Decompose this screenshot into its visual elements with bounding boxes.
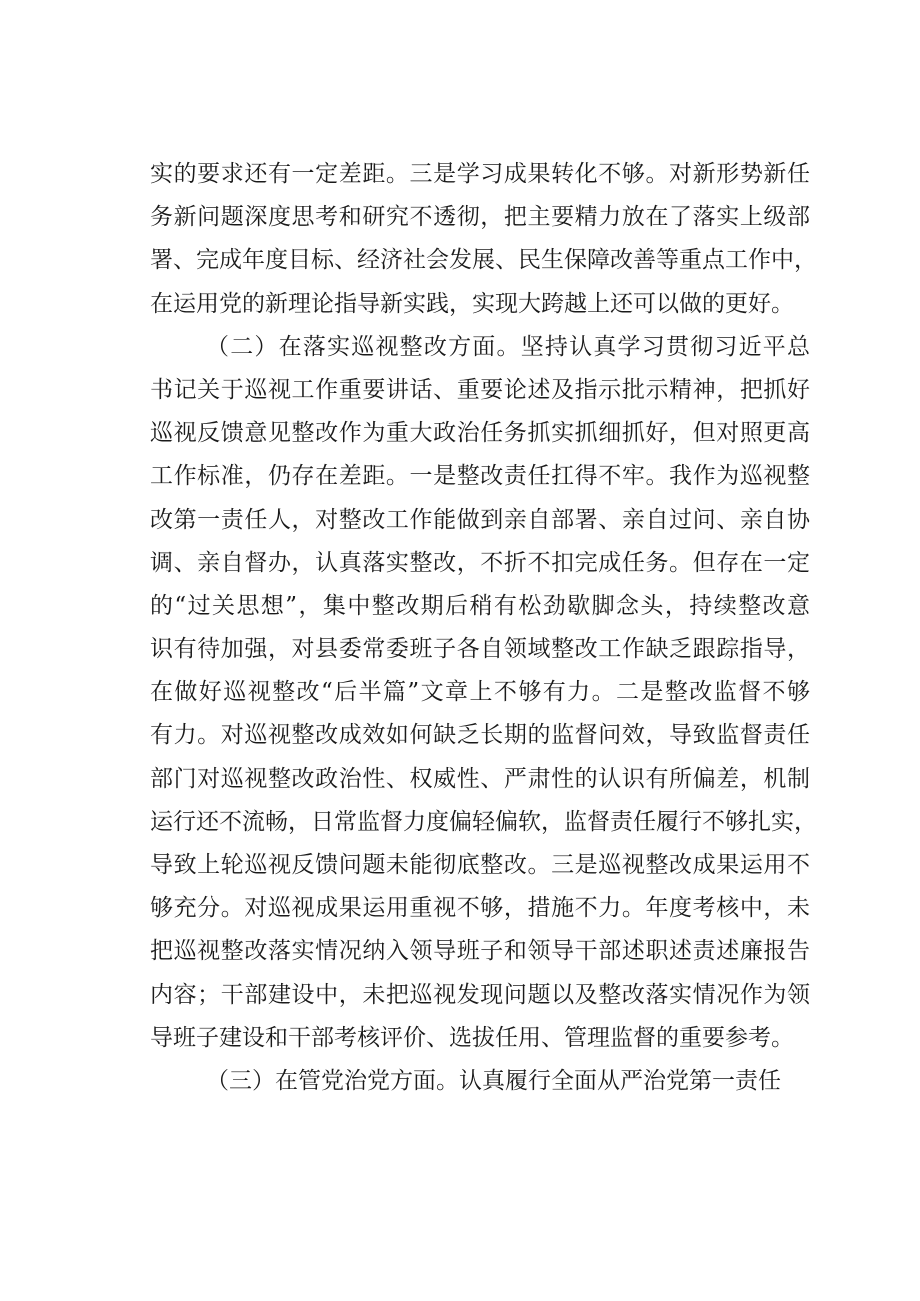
text-line: 调、亲自督办，认真落实整改，不折不扣完成任务。但存在一定	[150, 549, 810, 576]
text-line: 务新问题深度思考和研究不透彻，把主要精力放在了落实上级部	[150, 204, 810, 231]
text-line: 部门对巡视整改政治性、权威性、严肃性的认识有所偏差，机制	[150, 765, 810, 792]
text-line: 内容；干部建设中，未把巡视发现问题以及整改落实情况作为领	[150, 981, 810, 1008]
text-line: 识有待加强，对县委常委班子各自领域整改工作缺乏跟踪指导，	[150, 636, 810, 663]
text-line: 导致上轮巡视反馈问题未能彻底整改。三是巡视整改成果运用不	[150, 852, 810, 878]
text-line: 有力。对巡视整改成效如何缺乏长期的监督问效，导致监督责任	[150, 722, 810, 749]
section-heading-line: （三）在管党治党方面。认真履行全面从严治党第一责任	[206, 1067, 781, 1094]
text-line: 署、完成年度目标、经济社会发展、民生保障改善等重点工作中，	[150, 247, 817, 274]
text-line: 书记关于巡视工作重要讲话、重要论述及指示批示精神，把抓好	[150, 376, 810, 403]
text-line: 改第一责任人，对整改工作能做到亲自部署、亲自过问、亲自协	[150, 506, 810, 533]
text-line: 在运用党的新理论指导新实践，实现大跨越上还可以做的更好。	[150, 290, 794, 317]
text-line: 巡视反馈意见整改作为重大政治任务抓实抓细抓好，但对照更高	[150, 420, 810, 447]
text-line: 的“过关思想”，集中整改期后稍有松劲歇脚念头，持续整改意	[150, 592, 810, 619]
text-line: 导班子建设和干部考核评价、选拔任用、管理监督的重要参考。	[150, 1024, 794, 1051]
text-line: 够充分。对巡视成果运用重视不够，措施不力。年度考核中，未	[150, 895, 810, 922]
text-line: 把巡视整改落实情况纳入领导班子和领导干部述职述责述廉报告	[150, 938, 810, 965]
section-heading-line: （二）在落实巡视整改方面。坚持认真学习贯彻习近平总	[206, 333, 810, 360]
text-line: 在做好巡视整改“后半篇”文章上不够有力。二是整改监督不够	[150, 679, 810, 706]
body-text	[150, 153, 817, 1103]
text-line: 实的要求还有一定差距。三是学习成果转化不够。对新形势新任	[150, 161, 810, 187]
text-line: 运行还不流畅，日常监督力度偏轻偏软，监督责任履行不够扎实，	[150, 808, 817, 835]
text-line: 工作标准，仍存在差距。一是整改责任扛得不牢。我作为巡视整	[150, 463, 810, 490]
